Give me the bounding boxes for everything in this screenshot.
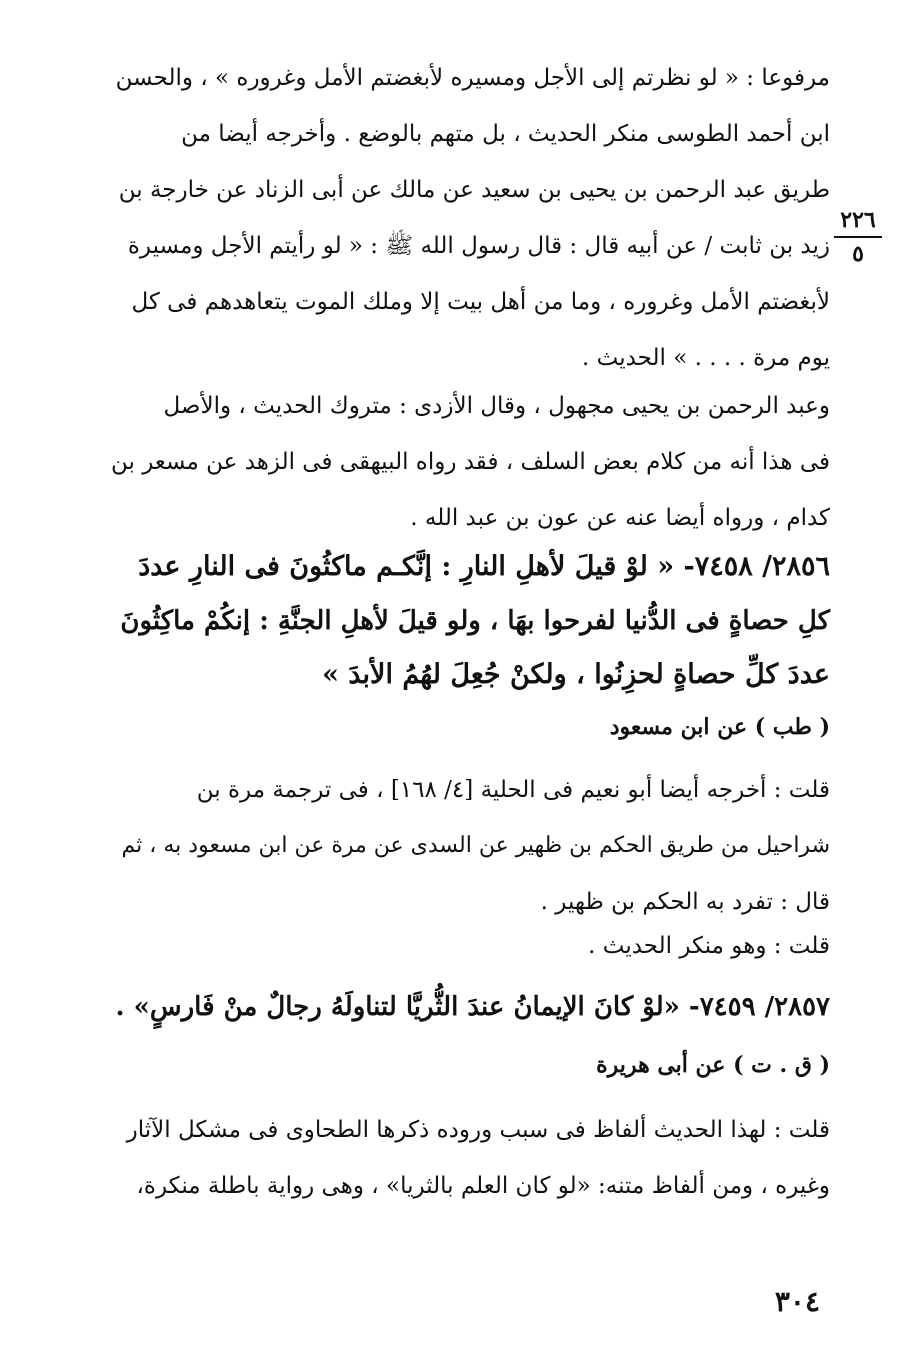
hadith-line: ٢٨٥٧/ ٧٤٥٩- «لوْ كانَ الإيمانُ عندَ الثُّريَّا لتناولَهُ رجالٌ منْ فَارسٍ» . bbox=[115, 992, 830, 1022]
text-line: وغيره ، ومن ألفاظ متنه: «لو كان العلم بالثريا» ، وهى رواية باطلة منكرة، bbox=[136, 1173, 830, 1199]
paragraph-3 bbox=[110, 762, 830, 930]
hadith-2857 bbox=[110, 980, 830, 1034]
text-line: قلت : وهو منكر الحديث . bbox=[588, 933, 830, 959]
text-line: شراحيل من طريق الحكم بن ظهير عن السدى عن مرة عن ابن مسعود به ، ثم bbox=[121, 833, 830, 858]
text-line: ابن أحمد الطوسى منكر الحديث ، بل متهم بالوضع . وأخرجه أيضا من bbox=[181, 121, 830, 147]
text-line: لأبغضتم الأمل وغروره ، وما من أهل بيت إلا وملك الموت يتعاهدهم فى كل bbox=[131, 289, 830, 315]
text-line: فى هذا أنه من كلام بعض السلف ، فقد رواه البيهقى فى الزهد عن مسعر بن bbox=[111, 449, 830, 475]
text-line: يوم مرة . . . . » الحديث . bbox=[581, 345, 830, 371]
hadith-2857-source bbox=[110, 1040, 830, 1090]
text-line: طريق عبد الرحمن بن يحيى بن سعيد عن مالك عن أبى الزناد عن خارجة بن bbox=[118, 177, 830, 203]
text-line: قلت : لهذا الحديث ألفاظ فى سبب وروده ذكرها الطحاوى فى مشكل الآثار bbox=[126, 1117, 830, 1143]
text-line: قلت : أخرجه أيضا أبو نعيم فى الحلية [٤/ ١٦٨] ، فى ترجمة مرة بن bbox=[196, 777, 830, 803]
paragraph-1 bbox=[110, 50, 830, 386]
margin-page-reference bbox=[832, 208, 884, 266]
hadith-2856-source bbox=[110, 702, 830, 752]
text-line: مرفوعا : « لو نظرتم إلى الأجل ومسيره لأبغضتم الأمل وغروره » ، والحسن bbox=[115, 65, 830, 91]
paragraph-4 bbox=[110, 918, 830, 974]
hadith-line: كلِ حصاةٍ فى الدُّنيا لفرحوا بهَا ، ولو قيلَ لأهلِ الجنَّةِ : إنكُمْ ماكِثُونَ bbox=[120, 606, 830, 636]
paragraph-2 bbox=[110, 378, 830, 546]
text-line: كدام ، ورواه أيضا عنه عن عون بن عبد الله . bbox=[410, 505, 830, 531]
hadith-2856 bbox=[110, 540, 830, 702]
page-number: ٣٠٤ bbox=[774, 1285, 820, 1318]
hadith-line: عددَ كلِّ حصاةٍ لحزِنُوا ، ولكنْ جُعِلَ لهُمُ الأبدَ » bbox=[322, 659, 830, 690]
source-line: ( طب ) عن ابن مسعود bbox=[609, 714, 830, 740]
margin-reference-volume: ٢٢٦ bbox=[840, 207, 876, 233]
margin-reference-divider bbox=[834, 236, 882, 238]
source-line: ( ق . ت ) عن أبى هريرة bbox=[596, 1052, 830, 1078]
text-line: وعبد الرحمن بن يحيى مجهول ، وقال الأزدى : متروك الحديث ، والأصل bbox=[163, 393, 830, 419]
margin-reference-number: ٥ bbox=[852, 241, 864, 267]
paragraph-5 bbox=[110, 1102, 830, 1214]
text-line: زيد بن ثابت / عن أبيه قال : قال رسول الله ﷺ : « لو رأيتم الأجل ومسيرة bbox=[127, 233, 830, 259]
hadith-line: ٢٨٥٦/ ٧٤٥٨- « لوْ قيلَ لأهلِ النارِ : إنَّكـم ماكثُونَ فى النارِ عددَ bbox=[138, 551, 830, 582]
text-line: قال : تفرد به الحكم بن ظهير . bbox=[540, 889, 830, 915]
